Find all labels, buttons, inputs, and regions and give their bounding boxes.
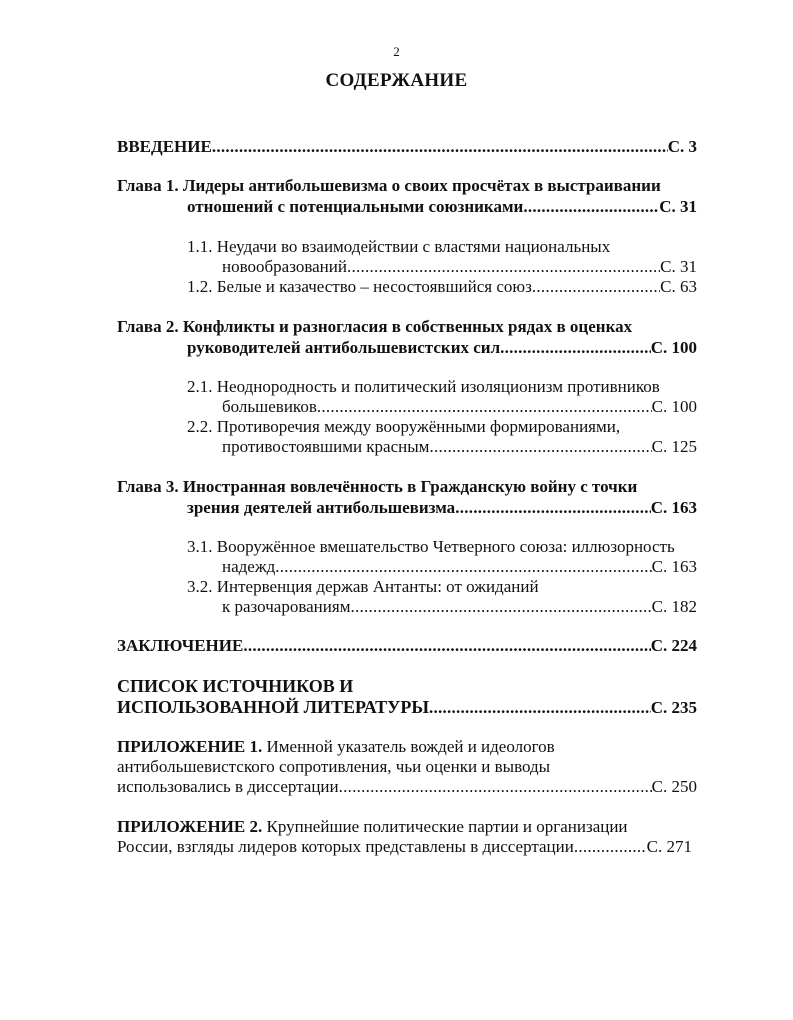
toc-page: С. 63	[660, 277, 697, 296]
toc-leader	[339, 776, 652, 798]
toc-label: отношений с потенциальными союзниками	[187, 197, 524, 216]
toc-page: С. 271	[646, 837, 692, 856]
toc-label: 1.2. Белые и казачество – несостоявшийся союз	[187, 277, 532, 296]
toc-leader	[523, 196, 659, 218]
toc-entry-section-3-2[interactable]	[222, 596, 697, 618]
toc-label: надежд	[222, 557, 276, 576]
toc-entry-section-2-2[interactable]	[222, 436, 697, 458]
toc-page: С. 163	[651, 557, 697, 576]
toc-entry-section-1-2[interactable]	[187, 276, 697, 298]
toc-entry-section-1-1[interactable]	[222, 256, 697, 278]
toc-entry-conclusion[interactable]	[117, 635, 697, 657]
toc-page: С. 100	[650, 338, 697, 357]
toc-entry-section-2-1[interactable]	[222, 396, 697, 418]
toc-label: использовались в диссертации	[117, 777, 339, 796]
toc-leader	[347, 256, 660, 278]
toc-leader	[429, 697, 651, 719]
toc-label: новообразований	[222, 257, 347, 276]
toc-page: С. 100	[651, 397, 697, 416]
toc-entry-intro[interactable]	[117, 136, 697, 158]
section-2-1-title[interactable]: 2.1. Неоднородность и политический изоляционизм противников	[187, 377, 660, 396]
toc-leader	[500, 337, 651, 359]
section-3-1-title[interactable]: 3.1. Вооружённое вмешательство Четверного союза: иллюзорность	[187, 537, 675, 556]
toc-page: С. 125	[651, 437, 697, 456]
section-1-1-title[interactable]: 1.1. Неудачи во взаимодействии с властями национальных	[187, 237, 611, 256]
toc-page: С. 224	[650, 636, 697, 655]
toc-entry-appendix-2[interactable]	[117, 836, 692, 858]
section-3-2-title[interactable]: 3.2. Интервенция держав Антанты: от ожиданий	[187, 577, 539, 596]
toc-entry-chapter-2[interactable]	[187, 337, 697, 359]
toc-leader	[212, 136, 668, 158]
toc-page: С. 31	[660, 257, 697, 276]
toc-entry-section-3-1[interactable]	[222, 556, 697, 578]
sources-title[interactable]: СПИСОК ИСТОЧНИКОВ И	[117, 676, 354, 696]
toc-leader	[317, 396, 652, 418]
toc-page: С. 250	[651, 777, 697, 796]
toc-label: зрения деятелей антибольшевизма	[187, 498, 456, 517]
appendix-1-title[interactable]	[117, 736, 555, 758]
chapter-2-title[interactable]: Глава 2. Конфликты и разногласия в собственных рядах в оценках	[117, 317, 633, 336]
toc-leader	[429, 436, 651, 458]
toc-leader	[574, 836, 647, 858]
toc-leader	[350, 596, 651, 618]
toc-entry-chapter-1[interactable]	[187, 196, 697, 218]
appendix-2-title[interactable]	[117, 816, 628, 838]
toc-label: руководителей антибольшевистских сил	[187, 338, 501, 357]
toc-label: ИСПОЛЬЗОВАННОЙ ЛИТЕРАТУРЫ	[117, 697, 430, 717]
toc-page: С. 235	[650, 698, 697, 717]
toc-label: ВВЕДЕНИЕ	[117, 137, 212, 156]
toc-leader	[275, 556, 651, 578]
appendix-label: ПРИЛОЖЕНИЕ 1.	[117, 737, 263, 756]
toc-label: большевиков	[222, 397, 317, 416]
toc-entry-sources[interactable]	[117, 696, 697, 719]
toc-leader	[532, 276, 660, 298]
appendix-1-line-2: антибольшевистского сопротивления, чьи оценки и выводы	[117, 757, 551, 776]
toc-entry-chapter-3[interactable]	[187, 497, 697, 519]
appendix-label: ПРИЛОЖЕНИЕ 2.	[117, 817, 263, 836]
appendix-text: Именной указатель вождей и идеологов	[262, 737, 555, 756]
toc-label: ЗАКЛЮЧЕНИЕ	[117, 636, 244, 655]
chapter-3-title[interactable]: Глава 3. Иностранная вовлечённость в Гражданскую войну с точки	[117, 477, 638, 496]
appendix-text: Крупнейшие политические партии и организации	[262, 817, 628, 836]
toc-entry-appendix-1[interactable]	[117, 776, 697, 798]
toc-leader	[243, 635, 650, 657]
toc-leader	[455, 497, 651, 519]
toc-page: С. 3	[667, 137, 697, 156]
toc-label: противостоявшими красным	[222, 437, 430, 456]
chapter-1-title[interactable]: Глава 1. Лидеры антибольшевизма о своих просчётах в выстраивании	[117, 176, 661, 195]
section-2-2-title[interactable]: 2.2. Противоречия между вооружёнными формированиями,	[187, 417, 621, 436]
page-number: 2	[393, 44, 400, 59]
toc-page: С. 182	[651, 597, 697, 616]
toc-label: России, взгляды лидеров которых представлены в диссертации	[117, 837, 574, 856]
toc-label: к разочарованиям	[222, 597, 351, 616]
toc-page: С. 31	[659, 197, 697, 216]
toc-page: С. 163	[650, 498, 697, 517]
page-title: СОДЕРЖАНИЕ	[325, 70, 468, 91]
